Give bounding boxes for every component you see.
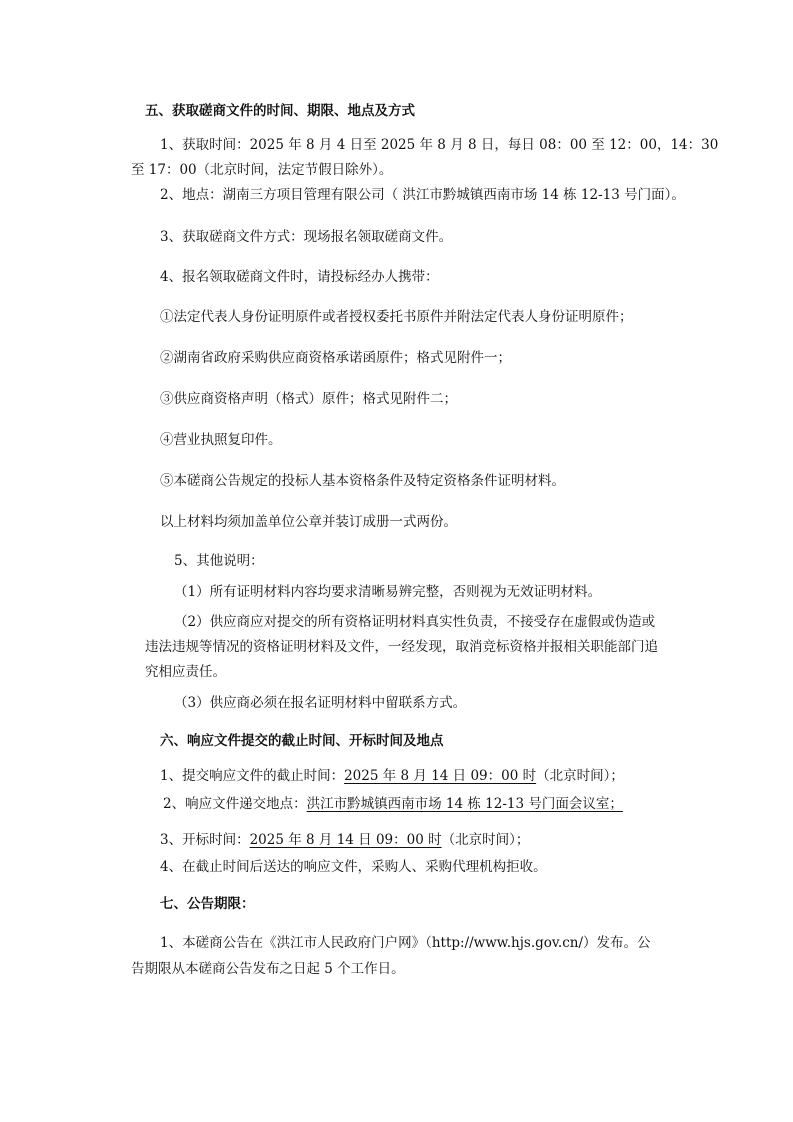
- s5-sub-item-3: ③供应商资格声明（格式）原件；格式见附件二；: [160, 391, 457, 407]
- s5-other-3: （3）供应商必须在报名证明材料中留联系方式。: [174, 695, 467, 711]
- s5-sub-item-1: ①法定代表人身份证明原件或者授权委托书原件并附法定代表人身份证明原件；: [160, 309, 633, 325]
- s5-item3-method: 3、获取磋商文件方式：现场报名领取磋商文件。: [160, 229, 453, 245]
- s5-item2-location: 2、地点：湖南三方项目管理有限公司（ 洪江市黔城镇西南市场 14 栋 12-13 号门面）。: [160, 187, 685, 203]
- s7-item1-line2: 告期限从本磋商公告发布之日起 5 个工作日。: [131, 961, 405, 977]
- s5-item1-line1: 1、获取时间：2025 年 8 月 4 日至 2025 年 8 月 8 日，每日 08：00 至 12：00，14：30: [160, 137, 719, 153]
- s6-item1-value: 2025 年 8 月 14 日 09：00 时: [344, 768, 537, 784]
- s6-item1-suffix: （北京时间）；: [536, 768, 624, 784]
- s6-item2-value: 洪江市黔城镇西南市场 14 栋 12-13 号门面会议室；: [306, 796, 623, 812]
- s7-item1-line1: 1、本磋商公告在《洪江市人民政府门户网》（http://www.hjs.gov.cn/）发布。公: [160, 935, 651, 951]
- s6-item3-suffix: （北京时间）；: [441, 832, 530, 848]
- s6-item3-opening: [160, 830, 529, 850]
- s6-item2-location: [163, 794, 623, 814]
- section-5-heading: 五、获取磋商文件的时间、期限、地点及方式: [145, 103, 415, 119]
- s6-item1-label: 1、提交响应文件的截止时间：: [160, 768, 345, 784]
- s6-item1-deadline: [160, 766, 624, 786]
- section-7-heading: 七、公告期限：: [160, 896, 255, 912]
- s6-item4-late-rejection: 4、在截止时间后送达的响应文件，采购人、采购代理机构拒收。: [160, 859, 547, 875]
- s5-sub-item-5: ⑤本磋商公告规定的投标人基本资格条件及特定资格条件证明材料。: [160, 473, 565, 489]
- s5-sub-item-4: ④营业执照复印件。: [160, 432, 282, 448]
- s5-other-2-line2: 违法违规等情况的资格证明材料及文件，一经发现，取消竞标资格并报相关职能部门追: [145, 639, 658, 655]
- s5-other-1: （1）所有证明材料内容均要求清晰易辨完整，否则视为无效证明材料。: [174, 584, 602, 600]
- s6-item3-value: 2025 年 8 月 14 日 09：00 时: [249, 832, 442, 848]
- s5-item1-line2: 至 17：00（北京时间，法定节假日除外）。: [131, 162, 393, 178]
- s5-binding-note: 以上材料均须加盖单位公章并装订成册一式两份。: [160, 514, 457, 530]
- s5-item4-documents: 4、报名领取磋商文件时，请投标经办人携带：: [160, 269, 439, 285]
- s6-item2-label: 2、响应文件递交地点：: [163, 796, 307, 812]
- section-6-heading: 六、响应文件提交的截止时间、开标时间及地点: [160, 733, 444, 749]
- s6-item3-label: 3、开标时间：: [160, 832, 250, 848]
- s5-other-2-line1: （2）供应商应对提交的所有资格证明材料真实性负责，不接受存在虚假或伪造或: [174, 614, 656, 630]
- s5-sub-item-2: ②湖南省政府采购供应商资格承诺函原件；格式见附件一；: [160, 350, 511, 366]
- s5-other-title: 5、其他说明：: [174, 553, 264, 569]
- s5-other-2-line3: 究相应责任。: [145, 664, 226, 680]
